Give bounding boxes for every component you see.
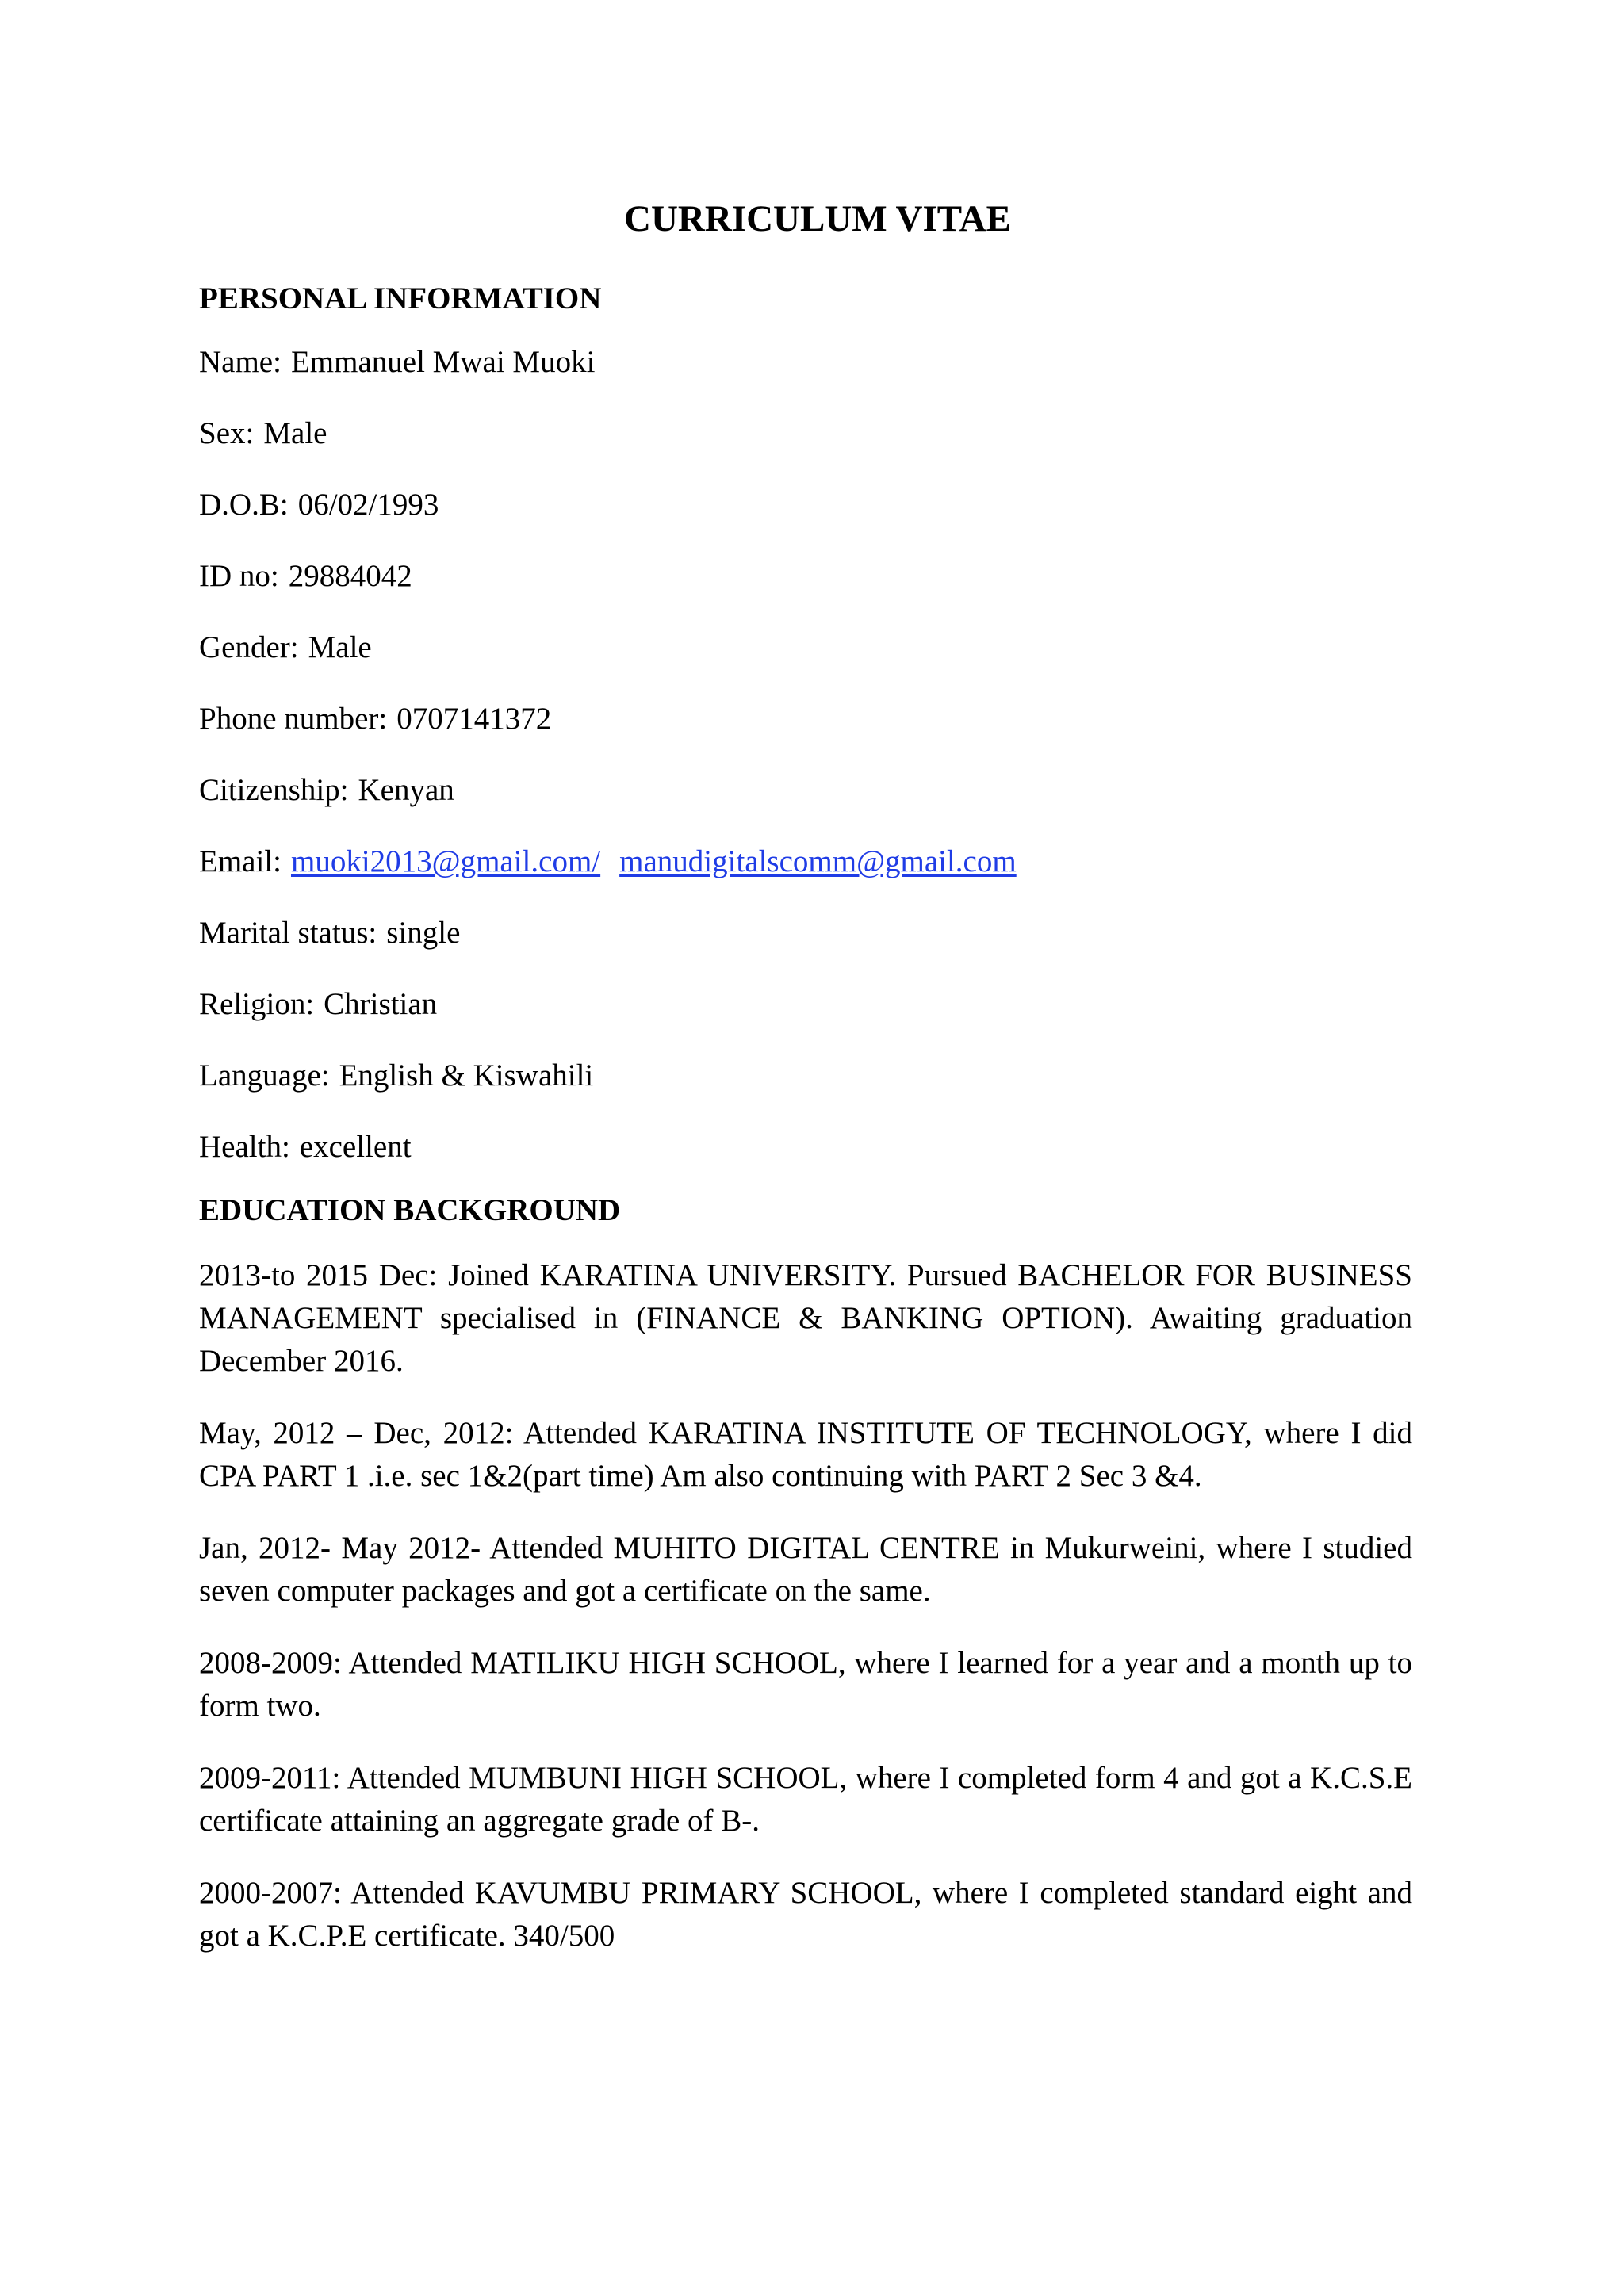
- document-body: [199, 195, 1412, 1987]
- email-line: [199, 842, 1412, 882]
- dob-line: [199, 485, 1412, 525]
- sex-value: Male: [263, 416, 327, 450]
- citizenship-label: Citizenship:: [199, 773, 349, 807]
- education-entry-university: 2013-to 2015 Dec: Joined KARATINA UNIVERSITY. Pursued BACHELOR FOR BUSINESS MANAGEMENT specialised in (FINANCE & BANKING OPTION). Awaiting graduation December 2016.: [199, 1258, 1412, 1378]
- id-value: 29884042: [288, 559, 412, 593]
- language-value: English & Kiswahili: [339, 1058, 594, 1093]
- religion-line: [199, 985, 1412, 1024]
- document-title: CURRICULUM VITAE: [624, 198, 1011, 239]
- email-label: Email:: [199, 844, 282, 878]
- name-line: [199, 342, 1412, 382]
- language-label: Language:: [199, 1058, 330, 1093]
- dob-value: 06/02/1993: [297, 488, 439, 522]
- name-label: Name:: [199, 345, 282, 379]
- marital-status-line: [199, 913, 1412, 953]
- education-entry-digital-centre: Jan, 2012- May 2012- Attended MUHITO DIGITAL CENTRE in Mukurweini, where I studied seven computer packages and got a certificate on the same.: [199, 1531, 1412, 1608]
- marital-status-value: single: [386, 916, 461, 950]
- health-line: [199, 1127, 1412, 1167]
- phone-label: Phone number:: [199, 702, 388, 736]
- gender-line: [199, 628, 1412, 668]
- education-entry-mumbuni: 2009-2011: Attended MUMBUNI HIGH SCHOOL, where I completed form 4 and got a K.C.S.E certificate attaining an aggregate grade of B-.: [199, 1761, 1412, 1838]
- education-list: [199, 1254, 1412, 1957]
- name-value: Emmanuel Mwai Muoki: [290, 345, 596, 379]
- personal-information-heading: PERSONAL INFORMATION: [199, 281, 602, 316]
- health-value: excellent: [299, 1130, 412, 1164]
- gender-value: Male: [308, 630, 372, 664]
- health-label: Health:: [199, 1130, 290, 1164]
- phone-line: [199, 699, 1412, 739]
- sex-line: [199, 414, 1412, 453]
- education-entry-primary: 2000-2007: Attended KAVUMBU PRIMARY SCHOOL, where I completed standard eight and got a K.C.P.E certificate. 340/500: [199, 1876, 1412, 1953]
- id-label: ID no:: [199, 559, 279, 593]
- citizenship-line: [199, 771, 1412, 810]
- secondary-email-link[interactable]: manudigitalscomm@gmail.com: [619, 844, 1017, 878]
- personal-information-list: [199, 342, 1412, 1167]
- language-line: [199, 1056, 1412, 1096]
- dob-label: D.O.B:: [199, 488, 289, 522]
- citizenship-value: Kenyan: [358, 773, 454, 807]
- gender-label: Gender:: [199, 630, 299, 664]
- religion-label: Religion:: [199, 987, 315, 1021]
- primary-email-link[interactable]: muoki2013@gmail.com/: [290, 844, 601, 878]
- education-background-heading: EDUCATION BACKGROUND: [199, 1193, 621, 1227]
- sex-label: Sex:: [199, 416, 255, 450]
- education-entry-institute: May, 2012 – Dec, 2012: Attended KARATINA INSTITUTE OF TECHNOLOGY, where I did CPA PART 1 .i.e. sec 1&2(part time) Am also continuing with PART 2 Sec 3 &4.: [199, 1416, 1412, 1493]
- phone-value: 0707141372: [396, 702, 552, 736]
- marital-status-label: Marital status:: [199, 916, 377, 950]
- education-entry-matiliku: 2008-2009: Attended MATILIKU HIGH SCHOOL, where I learned for a year and a month up to form two.: [199, 1646, 1412, 1723]
- id-line: [199, 557, 1412, 596]
- religion-value: Christian: [324, 987, 438, 1021]
